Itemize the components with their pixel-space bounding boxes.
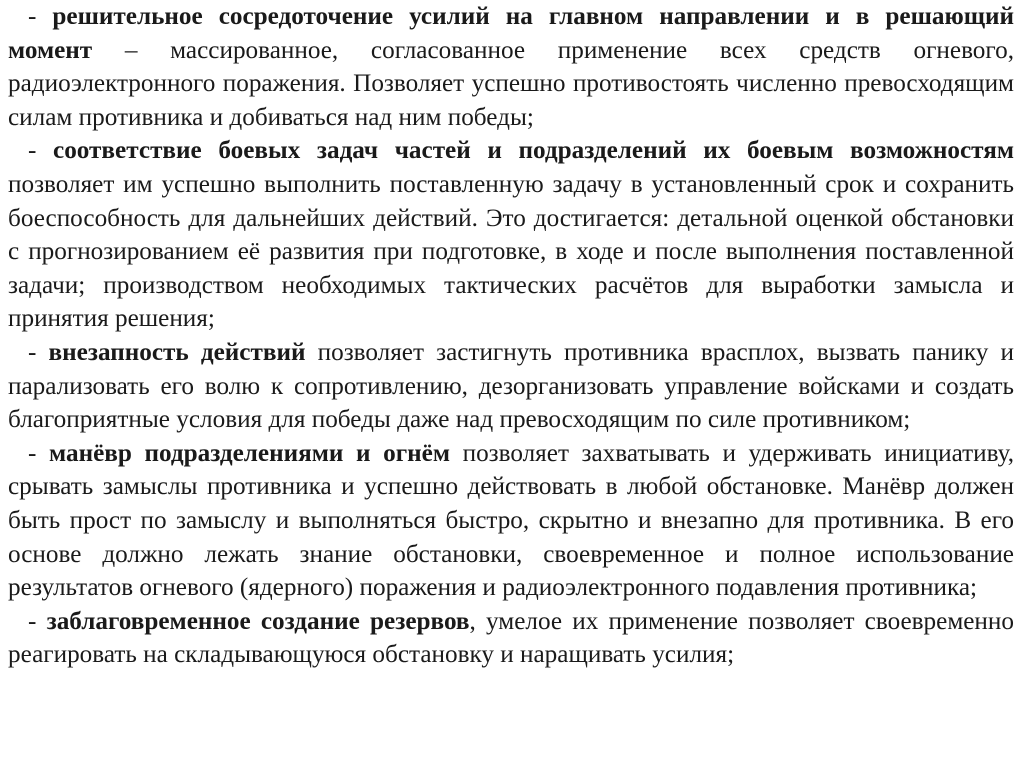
principle-description: – массированное, согласованное применение всех средств огневого, радиоэлектронного поражения. Позволяет успешно противостоять численно превосходящим силам противника и добиваться над ним победы; bbox=[8, 36, 1014, 131]
list-dash: - bbox=[28, 338, 49, 366]
list-dash: - bbox=[28, 607, 47, 635]
principle-paragraph-surprise bbox=[8, 336, 1014, 437]
list-dash: - bbox=[28, 439, 49, 467]
principle-paragraph-maneuver bbox=[8, 437, 1014, 605]
principle-paragraph-concentration bbox=[8, 0, 1014, 134]
principle-paragraph-reserves bbox=[8, 605, 1014, 672]
principle-term: решительное сосредоточение усилий на главном направлении и в решающий момент bbox=[8, 3, 1015, 64]
list-dash: - bbox=[28, 137, 54, 165]
principle-description: позволяет захватывать и удерживать инициативу, срывать замыслы противника и успешно действовать в любой обстановке. Манёвр должен быть прост по замыслу и выполняться быстро, скрытно и внезапно для противника. В его основе должно лежать знание обстановки, своевременное и полное использование результатов огневого (ядерного) поражения и радиоэлектронного подавления противника; bbox=[8, 439, 1015, 602]
principle-term: соответствие боевых задач частей и подразделений их боевым возможностям bbox=[53, 137, 1015, 165]
list-dash: - bbox=[28, 3, 53, 30]
document-page bbox=[8, 0, 1014, 767]
principle-term: манёвр подразделениями и огнём bbox=[49, 439, 451, 467]
principle-term: заблаговременное создание резервов bbox=[46, 607, 470, 635]
principle-term: внезапность действий bbox=[48, 338, 306, 366]
principle-paragraph-capabilities bbox=[8, 134, 1014, 336]
principle-description: , умелое их применение позволяет своевременно реагировать на складывающуюся обстановку и наращивать усилия; bbox=[8, 607, 1014, 669]
principle-description: позволяет им успешно выполнить поставленную задачу в установленный срок и сохранить боеспособность для дальнейших действий. Это достигается: детальной оценкой обстановки с прогнозированием её развития при подготовке, в ходе и после выполнения поставленной задачи; производством необходимых тактических расчётов для выработки замысла и принятия решения; bbox=[8, 170, 1014, 333]
principle-description: позволяет застигнуть противника врасплох, вызвать панику и парализовать его волю к сопротивлению, дезорганизовать управление войсками и создать благоприятные условия для победы даже над превосходящим по силе противником; bbox=[8, 338, 1014, 434]
